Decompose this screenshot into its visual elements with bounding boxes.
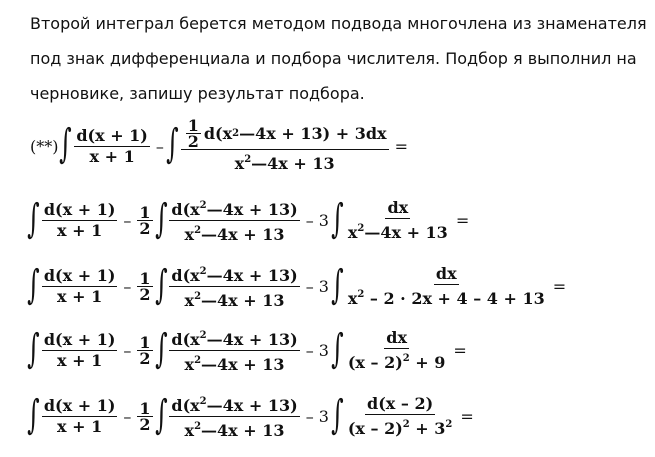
fraction: $\frac{dx}{x^2 - 2 \cdot 2x + 4 - 4 + 13}$ xyxy=(347,264,545,308)
fraction: $\frac{1}{2}$ d(x 2 —4x + 13) + 3dx $x^2—4x + 13$ xyxy=(181,118,389,174)
integral-sign: ∫ xyxy=(331,325,344,372)
integral-sign: ∫ xyxy=(331,261,344,308)
fraction: $\frac{dx}{(x - 2)^2 + 9}$ xyxy=(347,328,446,372)
minus-three: – 3 xyxy=(305,407,329,426)
minus-sign: – xyxy=(123,211,132,230)
integral-sign: ∫ xyxy=(59,121,73,167)
integral-sign: ∫ xyxy=(27,325,40,372)
fraction: $\frac{d(x + 1)}{x + 1}$ xyxy=(43,200,116,240)
integral-sign: ∫ xyxy=(154,391,168,438)
minus-three: – 3 xyxy=(305,341,329,360)
integral-sign: ∫ xyxy=(154,195,168,242)
integral-sign: ∫ xyxy=(27,391,40,438)
fraction: $\frac{d(x^2—4x + 13)}{x^2—4x + 13}$ xyxy=(169,326,299,375)
equals-sign: = xyxy=(394,136,408,156)
integral-sign: ∫ xyxy=(166,121,179,167)
fraction: $\frac{d(x + 1)}{x + 1}$ xyxy=(43,266,116,306)
minus-three: – 3 xyxy=(305,277,329,296)
minus-sign: – xyxy=(155,136,164,156)
equals-sign: = xyxy=(453,341,467,360)
integral-sign: ∫ xyxy=(154,325,168,372)
half-fraction: $\frac{1}{2}$ xyxy=(139,399,151,434)
equation-line-4 xyxy=(28,392,477,441)
equals-sign: = xyxy=(552,277,567,296)
half-fraction: $\frac{1}{2}$ xyxy=(139,269,151,304)
explanation-paragraph: Второй интеграл берется методом подвода многочлена из знаменателя под знак дифференциала и подбора числителя. Подбор я выполнил на черновике, запишу результат подбора. xyxy=(30,14,647,103)
minus-sign: – xyxy=(123,341,132,360)
integral-sign: ∫ xyxy=(27,261,40,308)
integral-sign: ∫ xyxy=(154,261,168,308)
integral-sign: ∫ xyxy=(27,195,40,242)
fraction: $\frac{d(x^2—4x + 13)}{x^2—4x + 13}$ xyxy=(169,392,299,441)
equals-sign: = xyxy=(460,407,474,426)
fraction: $\frac{d(x + 1)}{x + 1}$ xyxy=(43,396,116,436)
equation-line-2 xyxy=(28,262,569,311)
half-fraction: $\frac{1}{2}$ xyxy=(139,333,151,368)
equation-line-3 xyxy=(28,326,470,375)
integral-sign: ∫ xyxy=(331,391,344,438)
equation-label: (**) xyxy=(30,136,59,156)
half-fraction: $\frac{1}{2}$ xyxy=(139,203,151,238)
fraction: $\frac{d(x^2—4x + 13)}{x^2—4x + 13}$ xyxy=(169,262,299,311)
minus-sign: – xyxy=(123,277,132,296)
integral-sign: ∫ xyxy=(331,195,344,242)
fraction: $\frac{d(x + 1)}{x + 1}$ xyxy=(43,330,116,370)
fraction: $\frac{d(x - 2)}{(x - 2)^2 + 3^2}$ xyxy=(347,394,453,438)
fraction: $\frac{dx}{x^2—4x + 13}$ xyxy=(347,198,448,242)
equation-line-1 xyxy=(28,196,472,245)
minus-three: – 3 xyxy=(305,211,329,230)
equals-sign: = xyxy=(455,211,470,230)
fraction: $\frac{d(x + 1)}{x + 1}$ xyxy=(76,125,148,166)
fraction: $\frac{d(x^2—4x + 13)}{x^2—4x + 13}$ xyxy=(169,196,299,245)
half-fraction: $\frac{1}{2}$ xyxy=(187,116,199,151)
minus-sign: – xyxy=(123,407,132,426)
equation-line-0 xyxy=(30,118,411,174)
